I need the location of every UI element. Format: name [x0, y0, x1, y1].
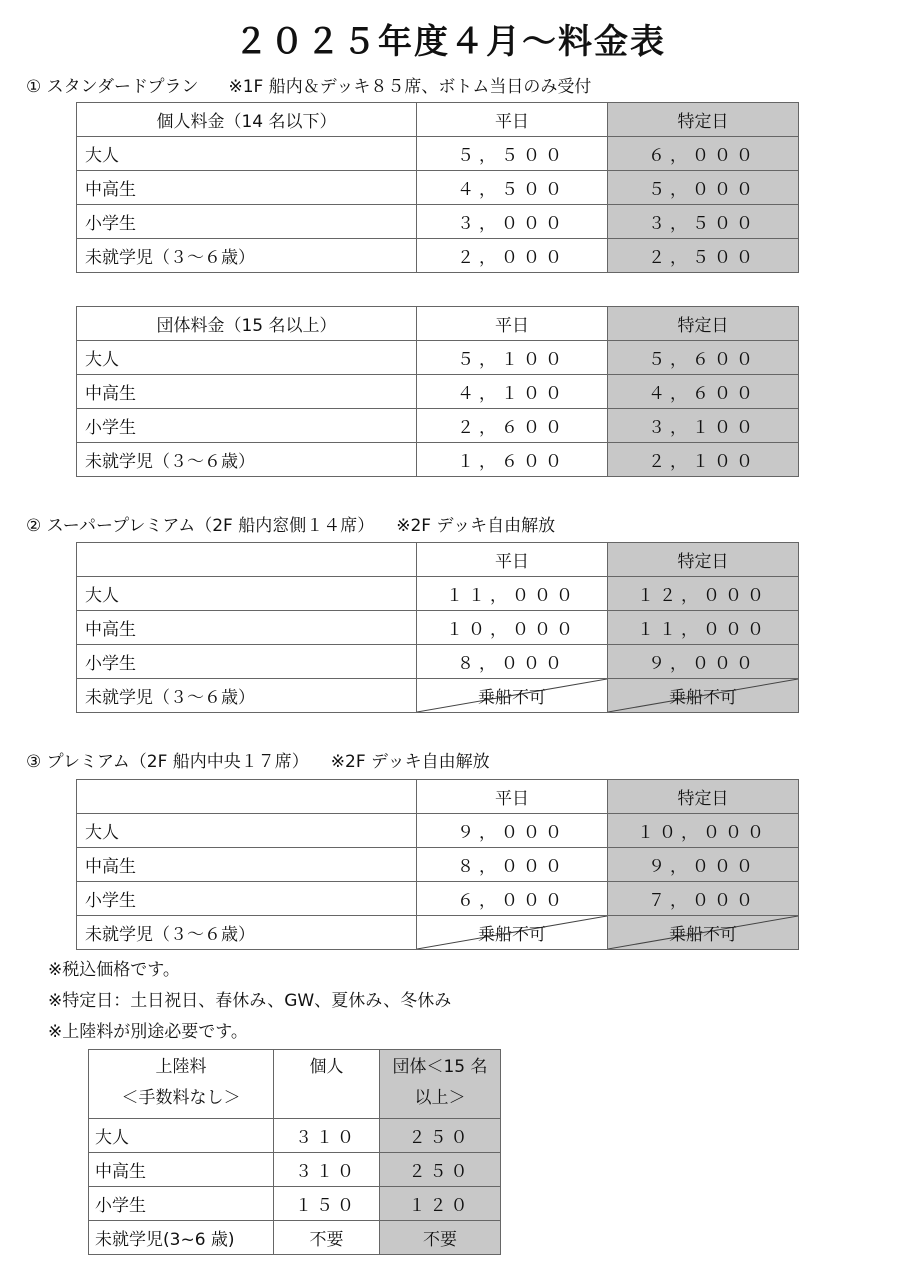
- column-header: 団体料金（15 名以上）: [77, 307, 417, 341]
- column-header-special: 特定日: [608, 543, 799, 577]
- row-label: 大人: [77, 137, 417, 171]
- section-title: ③ プレミアム（2F 船内中央１７席）: [26, 752, 309, 772]
- section-note: ※2F デッキ自由解放: [396, 516, 556, 536]
- weekday-price: ２，６００: [417, 409, 608, 443]
- column-header: [77, 780, 417, 814]
- column-header-group: [380, 1050, 501, 1119]
- row-label: 未就学児（３～６歳）: [77, 239, 417, 273]
- special-price: １０，０００: [608, 814, 799, 848]
- not-allowed-cell: [608, 916, 799, 950]
- weekday-price: ２，０００: [417, 239, 608, 273]
- table-row: [77, 205, 799, 239]
- not-allowed-cell: [417, 679, 608, 713]
- special-price: ４，６００: [608, 375, 799, 409]
- row-label: 大人: [77, 577, 417, 611]
- section-title: ② スーパープレミアム（2F 船内窓側１４席）: [26, 516, 375, 536]
- notes-block: [48, 955, 451, 1048]
- row-label: 未就学児（３～６歳）: [77, 443, 417, 477]
- not-allowed-text: 乗船不可: [478, 688, 546, 708]
- table-row: [77, 577, 799, 611]
- individual-fee: ３１０: [274, 1119, 380, 1153]
- row-label: 中高生: [77, 611, 417, 645]
- weekday-price: １１，０００: [417, 577, 608, 611]
- table-row: [89, 1221, 501, 1255]
- landing-fee-table: [88, 1049, 501, 1255]
- weekday-price: ４，５００: [417, 171, 608, 205]
- table-row: [89, 1153, 501, 1187]
- special-price: ２，５００: [608, 239, 799, 273]
- section-standard-heading: [26, 76, 591, 98]
- special-price: ２，１００: [608, 443, 799, 477]
- table-row: [77, 916, 799, 950]
- special-price: ５，６００: [608, 341, 799, 375]
- table-row: [77, 171, 799, 205]
- weekday-price: １０，０００: [417, 611, 608, 645]
- row-label: 中高生: [89, 1153, 274, 1187]
- table-header-row: [77, 307, 799, 341]
- weekday-price: ５，５００: [417, 137, 608, 171]
- not-allowed-text: 乗船不可: [669, 688, 737, 708]
- group-fee: １２０: [380, 1187, 501, 1221]
- special-price: １１，０００: [608, 611, 799, 645]
- row-label: 小学生: [77, 645, 417, 679]
- weekday-price: ９，０００: [417, 814, 608, 848]
- table-row: [77, 375, 799, 409]
- column-header: [77, 543, 417, 577]
- row-label: 中高生: [77, 375, 417, 409]
- table-row: [89, 1119, 501, 1153]
- section-title: ① スタンダードプラン: [26, 77, 199, 97]
- group-fee: 不要: [380, 1221, 501, 1255]
- column-header-weekday: 平日: [417, 780, 608, 814]
- weekday-price: ４，１００: [417, 375, 608, 409]
- group-fee: ２５０: [380, 1119, 501, 1153]
- not-allowed-cell: [417, 916, 608, 950]
- table-row: [77, 882, 799, 916]
- special-price: ９，０００: [608, 645, 799, 679]
- standard-individual-table: [76, 102, 799, 273]
- group-fee: ２５０: [380, 1153, 501, 1187]
- super-premium-table: [76, 542, 799, 713]
- table-row: [77, 341, 799, 375]
- table-row: [89, 1187, 501, 1221]
- table-row: [77, 443, 799, 477]
- row-label: 大人: [77, 341, 417, 375]
- table-header-row: [89, 1050, 501, 1119]
- row-label: 小学生: [89, 1187, 274, 1221]
- note-landing-fee: ※上陸料が別途必要です。: [48, 1022, 248, 1042]
- special-price: ５，０００: [608, 171, 799, 205]
- column-header-special: 特定日: [608, 103, 799, 137]
- not-allowed-cell: [608, 679, 799, 713]
- weekday-price: ６，０００: [417, 882, 608, 916]
- column-header-landing: [89, 1050, 274, 1119]
- row-label: 未就学児（３～６歳）: [77, 679, 417, 713]
- special-price: ９，０００: [608, 848, 799, 882]
- section-super-premium-heading: [26, 515, 555, 537]
- row-label: 中高生: [77, 848, 417, 882]
- row-label: 大人: [77, 814, 417, 848]
- table-row: [77, 848, 799, 882]
- header-line: 上陸料: [155, 1057, 207, 1077]
- column-header-special: 特定日: [608, 780, 799, 814]
- page-title: ２０２５年度４月～料金表: [234, 22, 666, 62]
- column-header-weekday: 平日: [417, 307, 608, 341]
- table-row: [77, 611, 799, 645]
- section-note: ※2F デッキ自由解放: [330, 752, 490, 772]
- premium-table: [76, 779, 799, 950]
- note-special-days: ※特定日：土日祝日、春休み、GW、夏休み、冬休み: [48, 991, 452, 1011]
- weekday-price: ３，０００: [417, 205, 608, 239]
- individual-fee: 不要: [274, 1221, 380, 1255]
- column-header-weekday: 平日: [417, 543, 608, 577]
- row-label: 未就学児(3~6 歳): [89, 1221, 274, 1255]
- weekday-price: ８，０００: [417, 848, 608, 882]
- weekday-price: ８，０００: [417, 645, 608, 679]
- special-price: ６，０００: [608, 137, 799, 171]
- row-label: 未就学児（３～６歳）: [77, 916, 417, 950]
- individual-fee: ３１０: [274, 1153, 380, 1187]
- row-label: 中高生: [77, 171, 417, 205]
- standard-group-table: [76, 306, 799, 477]
- not-allowed-text: 乗船不可: [669, 925, 737, 945]
- weekday-price: １，６００: [417, 443, 608, 477]
- header-line: 団体＜15 名: [392, 1057, 488, 1077]
- header-line: 以上＞: [414, 1088, 466, 1108]
- table-row: [77, 137, 799, 171]
- special-price: ７，０００: [608, 882, 799, 916]
- not-allowed-text: 乗船不可: [478, 925, 546, 945]
- special-price: ３，５００: [608, 205, 799, 239]
- column-header-weekday: 平日: [417, 103, 608, 137]
- row-label: 小学生: [77, 882, 417, 916]
- column-header: 個人料金（14 名以下）: [77, 103, 417, 137]
- table-row: [77, 645, 799, 679]
- table-header-row: [77, 543, 799, 577]
- column-header-individual: 個人: [274, 1050, 380, 1119]
- table-header-row: [77, 780, 799, 814]
- row-label: 大人: [89, 1119, 274, 1153]
- section-note: ※1F 船内＆デッキ８５席、ボトム当日のみ受付: [228, 77, 592, 97]
- table-row: [77, 409, 799, 443]
- row-label: 小学生: [77, 409, 417, 443]
- individual-fee: １５０: [274, 1187, 380, 1221]
- header-line: ＜手数料なし＞: [121, 1088, 241, 1108]
- special-price: ３，１００: [608, 409, 799, 443]
- column-header-special: 特定日: [608, 307, 799, 341]
- table-row: [77, 679, 799, 713]
- table-header-row: [77, 103, 799, 137]
- note-tax: ※税込価格です。: [48, 960, 180, 980]
- table-row: [77, 239, 799, 273]
- special-price: １２，０００: [608, 577, 799, 611]
- section-premium-heading: [26, 751, 490, 773]
- row-label: 小学生: [77, 205, 417, 239]
- weekday-price: ５，１００: [417, 341, 608, 375]
- table-row: [77, 814, 799, 848]
